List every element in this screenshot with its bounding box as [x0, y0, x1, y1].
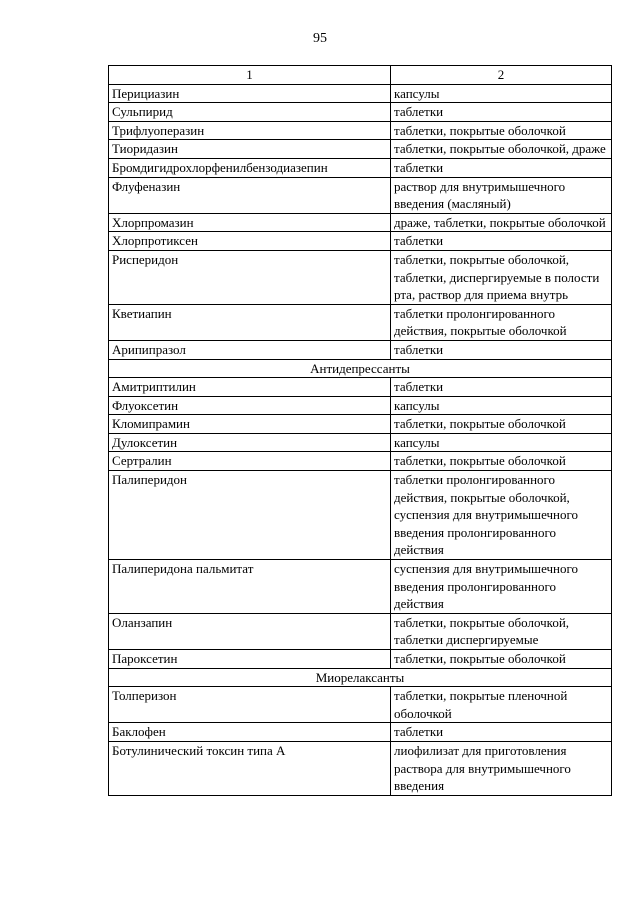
table-row: [109, 687, 612, 723]
drug-name-cell: Оланзапин: [109, 613, 391, 649]
drug-name-cell: Палиперидона пальмитат: [109, 560, 391, 614]
table-row: [109, 471, 612, 560]
table-row: [109, 396, 612, 415]
table-row: [109, 84, 612, 103]
table-row: [109, 415, 612, 434]
drug-name-cell: Амитриптилин: [109, 378, 391, 397]
dosage-form-cell: суспензия для внутримышечного введения пролонгированного действия: [391, 560, 612, 614]
drug-name-cell: Рисперидон: [109, 250, 391, 304]
dosage-form-cell: таблетки: [391, 103, 612, 122]
dosage-form-cell: таблетки: [391, 232, 612, 251]
dosage-form-cell: таблетки: [391, 378, 612, 397]
table-row: [109, 723, 612, 742]
drug-name-cell: Хлорпротиксен: [109, 232, 391, 251]
drug-name-cell: Сульпирид: [109, 103, 391, 122]
drug-name-cell: Палиперидон: [109, 471, 391, 560]
table-row: [109, 340, 612, 359]
dosage-form-cell: таблетки: [391, 340, 612, 359]
dosage-form-cell: таблетки, покрытые оболочкой: [391, 650, 612, 669]
dosage-form-cell: лиофилизат для приготовления раствора для внутримышечного введения: [391, 741, 612, 795]
drug-name-cell: Сертралин: [109, 452, 391, 471]
dosage-form-cell: раствор для внутримышечного введения (масляный): [391, 177, 612, 213]
table-row: [109, 452, 612, 471]
header-col-1: 1: [109, 66, 391, 85]
table-row: [109, 140, 612, 159]
drug-table: [108, 65, 612, 796]
dosage-form-cell: таблетки, покрытые оболочкой: [391, 121, 612, 140]
table-row: [109, 103, 612, 122]
table-row: [109, 232, 612, 251]
drug-name-cell: Толперизон: [109, 687, 391, 723]
dosage-form-cell: таблетки, покрытые пленочной оболочкой: [391, 687, 612, 723]
drug-name-cell: Пароксетин: [109, 650, 391, 669]
drug-name-cell: Кломипрамин: [109, 415, 391, 434]
section-header-row: [109, 359, 612, 378]
dosage-form-cell: капсулы: [391, 433, 612, 452]
drug-name-cell: Арипипразол: [109, 340, 391, 359]
table-row: [109, 304, 612, 340]
page-number: 95: [313, 31, 327, 46]
table-row: [109, 177, 612, 213]
dosage-form-cell: таблетки: [391, 158, 612, 177]
drug-name-cell: Дулоксетин: [109, 433, 391, 452]
dosage-form-cell: таблетки: [391, 723, 612, 742]
dosage-form-cell: капсулы: [391, 84, 612, 103]
table-row: [109, 378, 612, 397]
drug-name-cell: Баклофен: [109, 723, 391, 742]
table-row: [109, 650, 612, 669]
drug-name-cell: Флуоксетин: [109, 396, 391, 415]
dosage-form-cell: таблетки, покрытые оболочкой, таблетки, диспергируемые в полости рта, раствор для приема внутрь: [391, 250, 612, 304]
section-header-row: [109, 668, 612, 687]
table-row: [109, 560, 612, 614]
dosage-form-cell: таблетки пролонгированного действия, покрытые оболочкой, суспензия для внутримышечного введения пролонгированного действия: [391, 471, 612, 560]
drug-name-cell: Ботулинический токсин типа А: [109, 741, 391, 795]
drug-name-cell: Флуфеназин: [109, 177, 391, 213]
section-title: Антидепрессанты: [109, 359, 612, 378]
table-row: [109, 213, 612, 232]
dosage-form-cell: таблетки, покрытые оболочкой, драже: [391, 140, 612, 159]
header-col-2: 2: [391, 66, 612, 85]
table-row: [109, 613, 612, 649]
drug-name-cell: Тиоридазин: [109, 140, 391, 159]
table-row: [109, 741, 612, 795]
table-row: [109, 158, 612, 177]
drug-name-cell: Бромдигидрохлорфенилбензодиазепин: [109, 158, 391, 177]
dosage-form-cell: драже, таблетки, покрытые оболочкой: [391, 213, 612, 232]
dosage-form-cell: таблетки, покрытые оболочкой: [391, 415, 612, 434]
dosage-form-cell: таблетки, покрытые оболочкой: [391, 452, 612, 471]
drug-name-cell: Кветиапин: [109, 304, 391, 340]
drug-name-cell: Перициазин: [109, 84, 391, 103]
drug-name-cell: Трифлуоперазин: [109, 121, 391, 140]
table-header-row: [109, 66, 612, 85]
table-row: [109, 121, 612, 140]
dosage-form-cell: таблетки, покрытые оболочкой, таблетки диспергируемые: [391, 613, 612, 649]
table-row: [109, 250, 612, 304]
table-body: [109, 66, 612, 796]
table-row: [109, 433, 612, 452]
drug-name-cell: Хлорпромазин: [109, 213, 391, 232]
section-title: Миорелаксанты: [109, 668, 612, 687]
dosage-form-cell: таблетки пролонгированного действия, покрытые оболочкой: [391, 304, 612, 340]
dosage-form-cell: капсулы: [391, 396, 612, 415]
